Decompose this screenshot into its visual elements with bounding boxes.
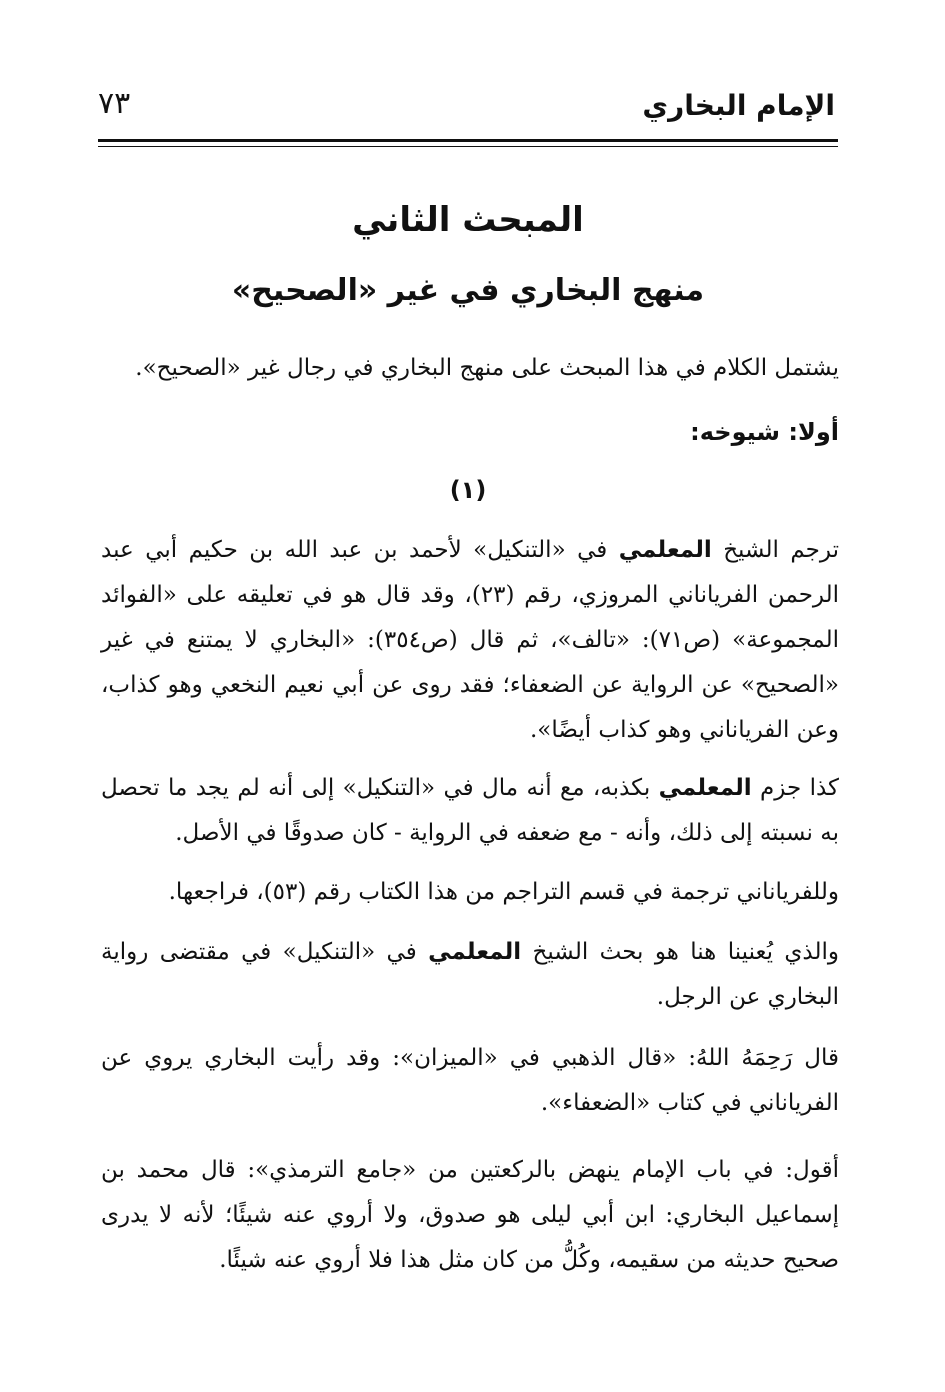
paragraph-2 [101, 766, 839, 856]
section-title: المبحث الثاني [352, 200, 584, 240]
section-subtitle: منهج البخاري في غير «الصحيح» [231, 273, 705, 308]
paragraph-1-lead: ترجم الشيخ [711, 537, 839, 563]
paragraph-3 [101, 870, 839, 915]
paragraph-2-lead: كذا جزم [751, 775, 839, 801]
paragraph-1-text [101, 528, 839, 753]
paragraph-5 [101, 1036, 839, 1126]
paragraph-6 [101, 1148, 839, 1283]
paragraph-2-rest: بكذبه، مع أنه مال في «التنكيل» إلى أنه لم يجد ما تحصل به نسبته إلى ذلك، وأنه - مع ضعفه في الرواية - كان صدوقًا في الأصل. [101, 775, 839, 846]
paragraph-1-rest: في «التنكيل» لأحمد بن عبد الله بن حكيم أبي عبد الرحمن الفرياناني المروزي، رقم (٢٣)، وقد قال هو في تعليقه على «الفوائد المجموعة» (ص٧١): «تالف»، ثم قال (ص٣٥٤): «البخاري لا يمتنع في غير «الصحيح» عن الرواية عن الضعفاء؛ فقد روى عن أبي نعيم النخعي وهو كذاب، وعن الفرياناني وهو كذاب أيضًا». [101, 537, 839, 743]
page-number: ٧٣ [98, 86, 131, 121]
running-title: الإمام البخاري [642, 89, 835, 122]
paragraph-6-text: أقول: في باب الإمام ينهض بالركعتين من «جامع الترمذي»: قال محمد بن إسماعيل البخاري: ابن أبي ليلى هو صدوق، ولا أروي عنه شيئًا؛ لأنه لا يدرى صحيح حديثه من سقيمه، وكُلُّ من كان مثل هذا فلا أروي عنه شيئًا. [101, 1157, 839, 1273]
header-rule-thick [98, 139, 838, 142]
paragraph-4-lead: والذي يُعنينا هنا هو بحث الشيخ [521, 939, 839, 965]
paragraph-4-text [101, 930, 839, 1020]
item-number: (١) [449, 476, 487, 504]
intro-text: يشتمل الكلام في هذا المبحث على منهج البخاري في رجال غير «الصحيح». [135, 355, 839, 381]
paragraph-2-text [101, 766, 839, 856]
paragraph-2-name: المعلمي [658, 775, 752, 801]
subheading: أولا: شيوخه: [690, 418, 839, 446]
paragraph-4-rest: في «التنكيل» في مقتضى رواية البخاري عن الرجل. [101, 939, 839, 1010]
paragraph-3-text: وللفرياناني ترجمة في قسم التراجم من هذا الكتاب رقم (٥٣)، فراجعها. [168, 879, 839, 905]
header-rule-thin [98, 146, 838, 147]
paragraph-5-text: قال رَحِمَهُ اللهُ: «قال الذهبي في «الميزان»: وقد رأيت البخاري يروي عن الفرياناني في كتاب «الضعفاء». [101, 1045, 839, 1116]
paragraph-1 [101, 528, 839, 753]
paragraph-4-name: المعلمي [428, 939, 522, 965]
paragraph-1-name: المعلمي [618, 537, 712, 563]
intro-paragraph [101, 346, 839, 391]
paragraph-4 [101, 930, 839, 1020]
